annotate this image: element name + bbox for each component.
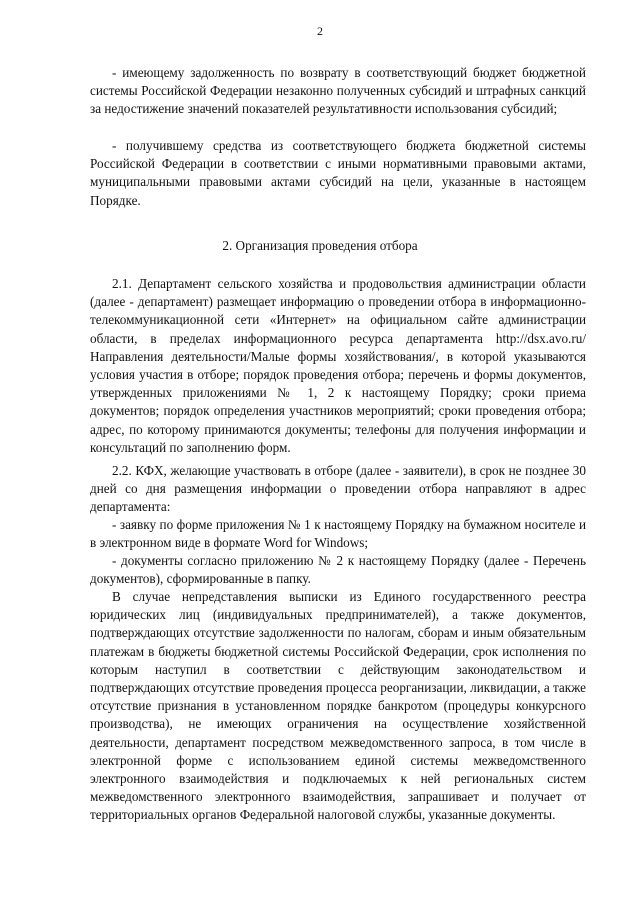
page-number: 2	[317, 24, 323, 38]
intro-paragraph-funds: - получившему средства из соответствующего бюджета бюджетной системы Российской Федерации в соответствии с иными нормативными правовыми актами, муниципальными правовыми актами субсидий на цели, указанные в настоящем Порядке.	[90, 138, 586, 208]
intro-paragraph-debt: - имеющему задолженность по возврату в соответствующий бюджет бюджетной системы Российской Федерации незаконно полученных субсидий и штрафных санкций за недостижение значений показателей результативности использования субсидий;	[90, 65, 586, 117]
list-item-application: - заявку по форме приложения № 1 к настоящему Порядку на бумажном носителе и в электронном виде в формате Word for Windows;	[90, 517, 586, 551]
section-heading: 2. Организация проведения отбора	[222, 238, 418, 253]
list-item-documents: - документы согласно приложению № 2 к настоящему Порядку (далее - Перечень документов), сформированные в папку.	[90, 553, 586, 587]
paragraph-2-1: 2.1. Департамент сельского хозяйства и продовольствия администрации области (далее - департамент) размещает информацию о проведении отбора в информационно-телекоммуникационной сети «Интернет» на официальном сайте администрации области, в пределах информационного ресурса департамента http://dsx.avo.ru/Направления деятельности/Малые формы хозяйствования/, в которой указываются условия участия в отборе; порядок проведения отбора; перечень и формы документов, утвержденных приложениями № 1, 2 к настоящему Порядку; сроки приема документов; порядок определения участников мероприятий; сроки проведения отбора; адрес, по которому принимаются документы; телефоны для получения информации и консультаций по заполнению форм.	[90, 276, 586, 455]
paragraph-extract: В случае непредставления выписки из Единого государственного реестра юридических лиц (индивидуальных предпринимателей), а также документов, подтверждающих отсутствие задолженности по налогам, сборам и иным обязательным платежам в бюджеты бюджетной системы Российской Федерации, срок исполнения по которым наступил в соответствии с действующим законодательством и подтверждающих отсутствие проведения процесса реорганизации, ликвидации, а также отсутствие признания в установленном порядке банкротом (процедуры конкурсного производства), не имеющих ограничения на осуществление хозяйственной деятельности, департамент посредством межведомственного запроса, в том числе в электронной форме с использованием единой системы межведомственного электронного взаимодействия и подключаемых к ней региональных систем межведомственного электронного взаимодействия, запрашивает и получает от территориальных органов Федеральной налоговой службы, указанные документы.	[90, 589, 586, 823]
paragraph-2-2: 2.2. КФХ, желающие участвовать в отборе (далее - заявители), в срок не позднее 30 дней со дня размещения информации о проведении отбора направляют в адрес департамента:	[90, 463, 586, 515]
